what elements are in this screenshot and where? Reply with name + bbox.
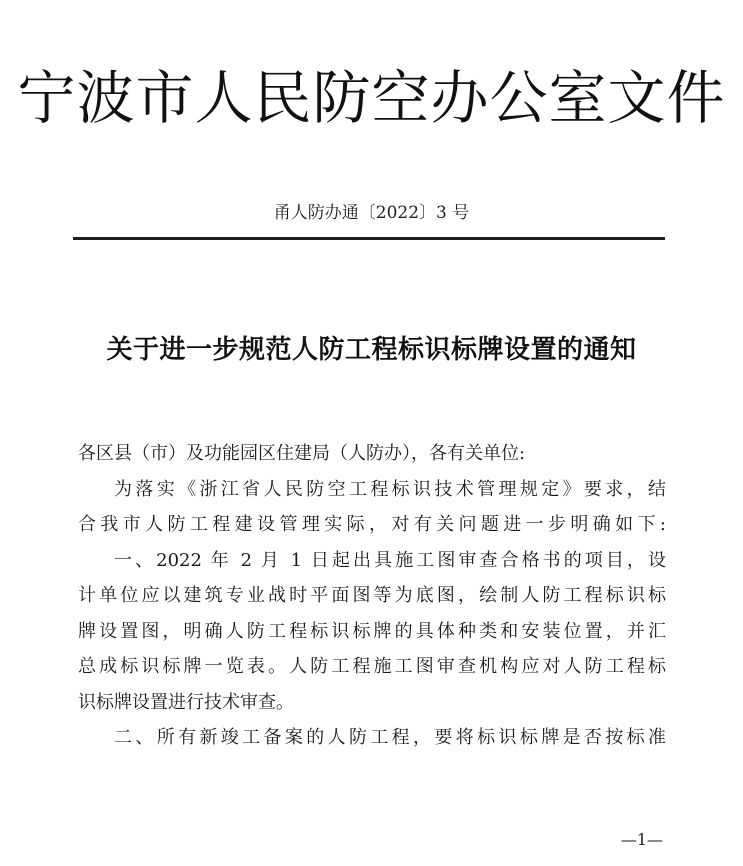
addressee-line: 各区县（市）及功能园区住建局（人防办），各有关单位: bbox=[78, 443, 526, 464]
paragraph-3-line-1: 二、所有新竣工备案的人防工程，要将标识标牌是否按标准 bbox=[114, 727, 666, 748]
document-number: 甬人防办通〔2022〕3 号 bbox=[273, 203, 470, 223]
header-divider bbox=[73, 237, 665, 240]
paragraph-1-line-1: 为落实《浙江省人民防空工程标识技术管理规定》要求，结 bbox=[114, 478, 666, 500]
paragraph-1-line-2: 合我市人防工程建设管理实际，对有关问题进一步明确如下: bbox=[78, 514, 666, 535]
paragraph-2-line-2: 计单位应以建筑专业战时平面图等为底图，绘制人防工程标识标 bbox=[78, 585, 666, 606]
agency-masthead: 宁波市人民防空办公室文件 bbox=[17, 64, 726, 132]
paragraph-2-line-1: 一、2022 年 2 月 1 日起出具施工图审查合格书的项目，设 bbox=[114, 549, 666, 571]
notice-title: 关于进一步规范人防工程标识标牌设置的通知 bbox=[106, 335, 637, 365]
paragraph-2-line-3: 牌设置图，明确人防工程标识标牌的具体种类和安装位置，并汇 bbox=[78, 620, 666, 642]
paragraph-2-line-4: 总成标识标牌一览表。人防工程施工图审查机构应对人防工程标 bbox=[78, 656, 666, 677]
page-number: —1— bbox=[620, 830, 663, 849]
notice-body bbox=[78, 436, 666, 756]
paragraph-2-line-5: 识标牌设置进行技术审查。 bbox=[78, 691, 294, 713]
